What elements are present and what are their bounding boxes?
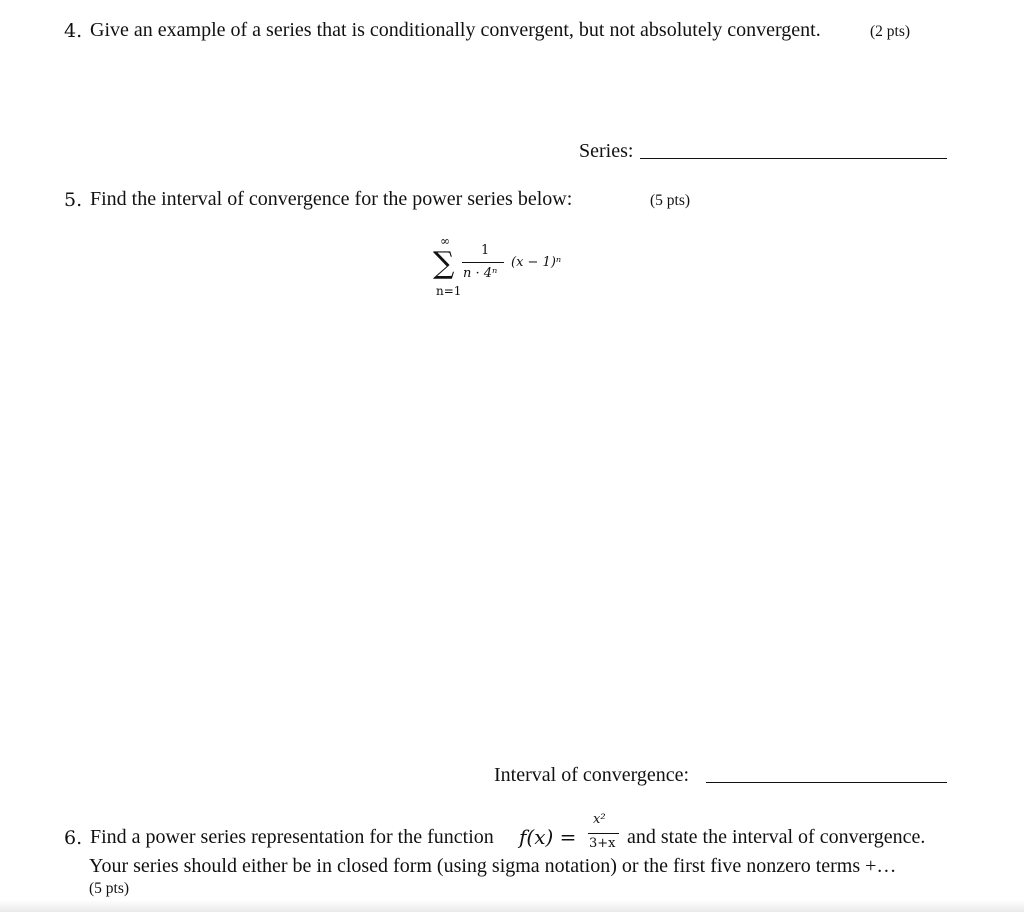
q4-number: 4. [64, 20, 83, 42]
q6-number: 6. [64, 827, 83, 849]
q6-function: f(x) = [519, 825, 577, 849]
q5-factor: (x − 1)ⁿ [511, 255, 562, 270]
q4-answer-label: Series: [579, 140, 634, 162]
q6-frac-denominator: 3+x [589, 836, 616, 851]
sum-upper-limit: ∞ [440, 234, 450, 248]
q5-points: (5 pts) [650, 192, 691, 209]
q6-frac-bar [588, 833, 619, 834]
q5-answer-line[interactable] [706, 782, 947, 783]
q5-text: Find the interval of convergence for the power series below: [90, 188, 573, 210]
q4-answer-line[interactable] [640, 158, 947, 159]
q5-frac-numerator: 1 [481, 243, 490, 258]
q5-frac-denominator: n · 4ⁿ [463, 266, 498, 281]
q5-frac-bar [462, 262, 504, 263]
q6-frac-numerator: x² [593, 812, 606, 827]
q6-points: (5 pts) [89, 880, 130, 897]
q5-number: 5. [64, 189, 83, 211]
q6-text-after: and state the interval of convergence. [627, 826, 926, 848]
q5-answer-label: Interval of convergence: [494, 764, 690, 786]
q6-line2: Your series should either be in closed form (using sigma notation) or the first five nonzero terms +… [89, 855, 897, 877]
sigma-symbol: ∑ [433, 246, 455, 281]
q6-text-before: Find a power series representation for the function [90, 826, 494, 848]
q4-text: Give an example of a series that is conditionally convergent, but not absolutely convergent. [90, 19, 821, 41]
page-bottom-edge [0, 900, 1024, 912]
q4-points: (2 pts) [870, 23, 911, 40]
sum-lower-limit: n=1 [436, 284, 462, 298]
